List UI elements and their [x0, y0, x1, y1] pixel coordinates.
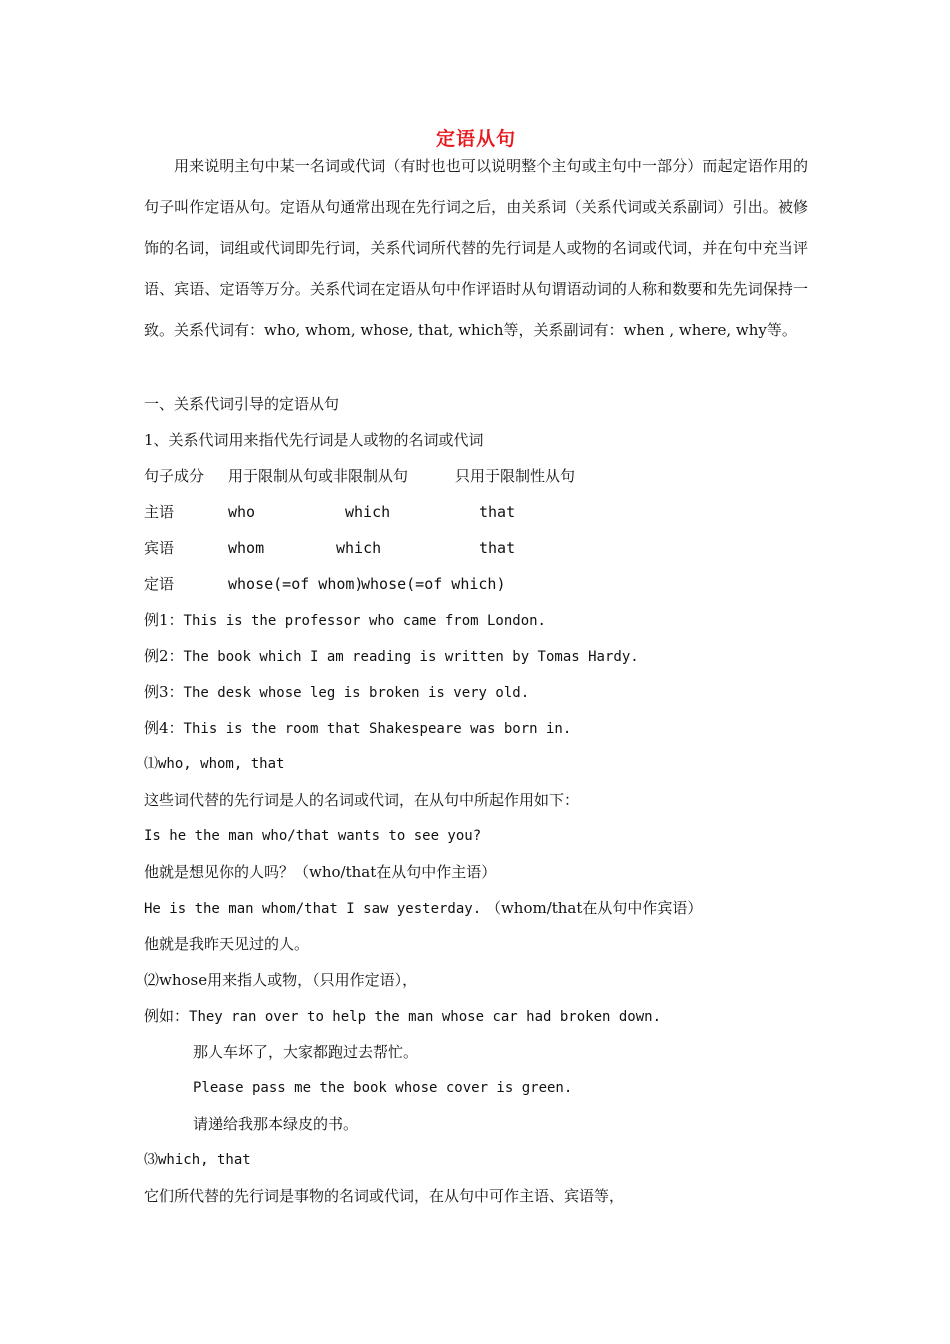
- example-line: 例1：This is the professor who came from London.: [144, 611, 546, 629]
- table-row-role: 主语: [144, 503, 175, 521]
- table-cell-thing: which: [345, 503, 391, 521]
- table-cell-person: who: [228, 503, 256, 521]
- table-header-role: 句子成分: [144, 467, 205, 485]
- example-line: 例如：They ran over to help the man whose car had broken down.: [144, 1007, 662, 1025]
- table-cell-person: whose(=of whom): [228, 575, 364, 593]
- point-heading: 1、关系代词用来指代先行词是人或物的名词或代词: [144, 431, 484, 449]
- page-title: 定语从句: [435, 128, 516, 150]
- example-chinese: 他就是想见你的人吗？（who/that在从句中作主语）: [144, 863, 497, 881]
- table-header-any: 用于限制从句或非限制从句: [228, 467, 409, 485]
- example-line: 例3：The desk whose leg is broken is very old.: [144, 683, 530, 701]
- section-heading: 一、关系代词引导的定语从句: [144, 395, 340, 413]
- example-line: 例4：This is the room that Shakespeare was born in.: [144, 719, 572, 737]
- example-line: 例2：The book which I am reading is written by Tomas Hardy.: [144, 647, 639, 665]
- example-line: He is the man whom/that I saw yesterday. （whom/that在从句中作宾语）: [144, 899, 703, 917]
- example-chinese: 他就是我昨天见过的人。: [144, 935, 310, 953]
- example-chinese: 请递给我那本绿皮的书。: [193, 1115, 359, 1133]
- subsection-title: ⑶which, that: [144, 1152, 251, 1168]
- subsection-desc: 这些词代替的先行词是人的名词或代词，在从句中所起作用如下：: [144, 791, 580, 809]
- table-row-role: 宾语: [144, 539, 175, 557]
- table-cell-thing: which: [336, 539, 382, 557]
- table-cell-person: whom: [228, 539, 265, 557]
- subsection-title: ⑵whose用来指人或物，（只用作定语），: [144, 971, 418, 989]
- table-row-role: 定语: [144, 575, 175, 593]
- subsection-title: ⑴who, whom, that: [144, 756, 285, 772]
- example-english: Is he the man who/that wants to see you?: [144, 828, 482, 844]
- table-cell-that: that: [479, 503, 516, 521]
- intro-paragraph: 用来说明主句中某一名词或代词（有时也也可以说明整个主句或主句中一部分）而起定语作用的句子叫作定语从句。定语从句通常出现在先行词之后，由关系词（关系代词或关系副词）引出。被修饰的名词，词组或代词即先行词，关系代词所代替的先行词是人或物的名词或代词，并在句中充当评语、宾语、定语等万分。关系代词在定语从句中作评语时从句谓语动词的人称和数要和先先词保持一致。关系代词有：who, whom, whose, that, which等，关系副词有：when , where, why等。: [144, 157, 808, 339]
- table-cell-that: that: [479, 539, 516, 557]
- example-english: Please pass me the book whose cover is green.: [193, 1080, 573, 1096]
- table-cell-thing: whose(=of which): [361, 575, 506, 593]
- table-header-restrictive: 只用于限制性从句: [455, 467, 576, 485]
- subsection-desc: 它们所代替的先行词是事物的名词或代词，在从句中可作主语、宾语等，: [144, 1187, 625, 1205]
- example-chinese: 那人车坏了，大家都跑过去帮忙。: [193, 1043, 419, 1061]
